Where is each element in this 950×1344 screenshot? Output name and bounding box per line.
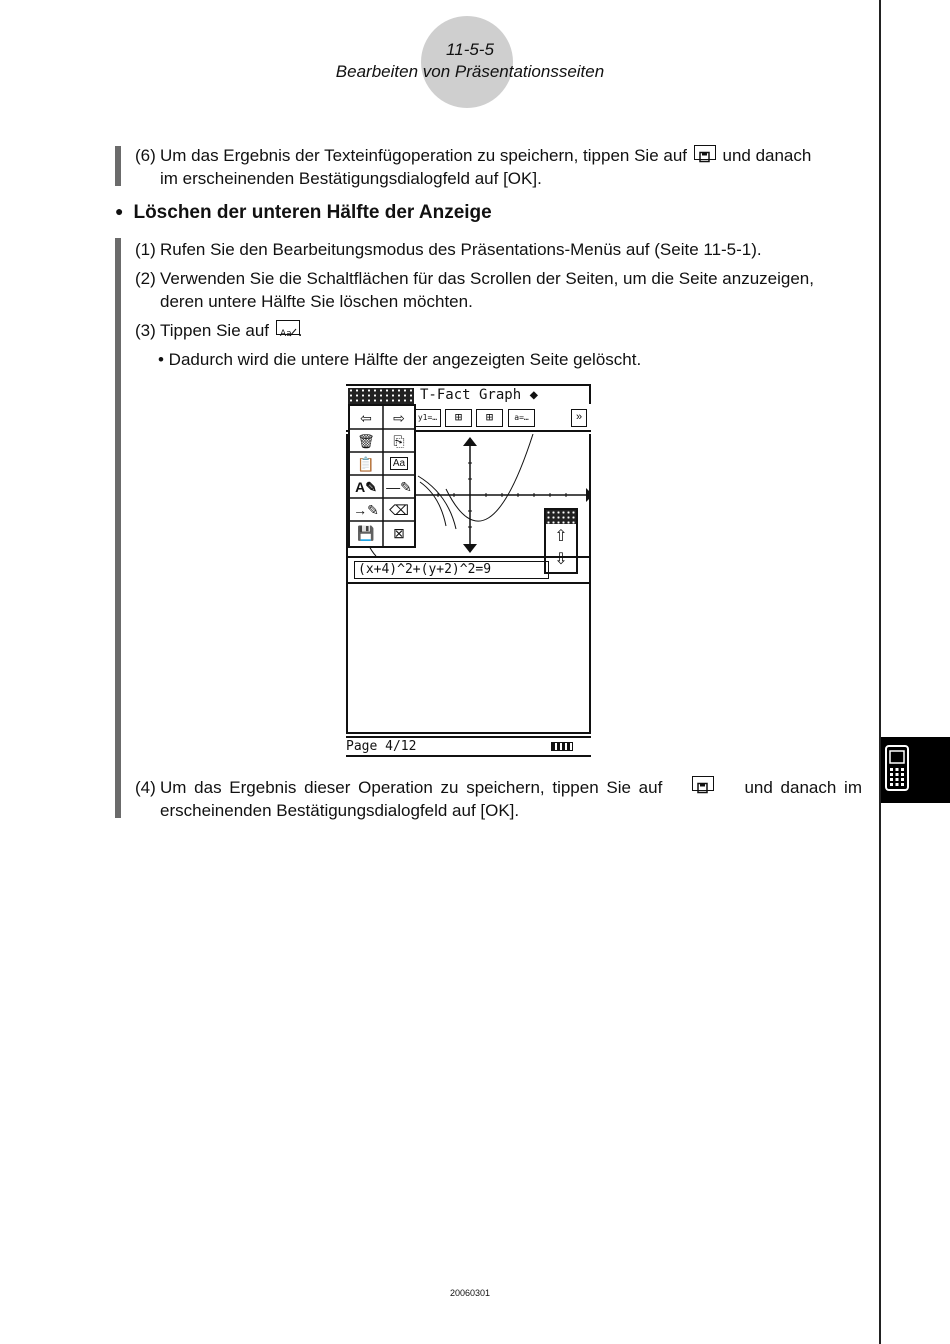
save-icon[interactable]: 💾	[357, 525, 375, 541]
zoom-plus-icon[interactable]: ⊞	[476, 409, 503, 427]
step-4	[135, 776, 862, 822]
step-text: Tippen Sie auf	[160, 321, 269, 340]
copy-icon[interactable]: ⎘	[393, 433, 405, 449]
app-title: T-Fact Graph ◆	[420, 387, 539, 403]
step-text: im erscheinenden Bestätigungsdialogfeld auf [OK].	[160, 169, 542, 188]
popup-header	[546, 510, 576, 524]
note-text: • Dadurch wird die untere Hälfte der angezeigten Seite gelöscht.	[158, 350, 642, 369]
section-title: Bearbeiten von Präsentationsseiten	[335, 62, 605, 81]
scroll-up-icon[interactable]: ⇧	[554, 528, 568, 545]
step-3	[135, 319, 865, 342]
svg-text:Aa: Aa	[279, 329, 292, 338]
equation-field[interactable]: (x+4)^2+(y+2)^2=9	[354, 561, 549, 579]
text-edit-icon[interactable]: Aa	[384, 454, 414, 474]
section-number: 11-5-5	[446, 40, 494, 59]
y1-list-icon[interactable]: y1=…	[414, 409, 441, 427]
line-pen-icon[interactable]: —✎	[386, 479, 412, 495]
trash-icon[interactable]: 🗑	[357, 433, 375, 449]
status-bar	[346, 736, 591, 757]
toolbar-scroll-button[interactable]: »	[571, 409, 587, 427]
step-number: (2)	[135, 269, 156, 288]
edit-menu	[348, 404, 416, 548]
eraser-icon[interactable]: ⌫	[389, 502, 409, 518]
step-1	[135, 238, 865, 261]
title-bar	[346, 384, 591, 404]
step-text: und danach im	[744, 778, 862, 797]
step-text: .	[297, 321, 303, 340]
chapter-tab	[881, 737, 950, 803]
section-heading	[115, 202, 492, 224]
zoom-box-icon[interactable]: ⊞	[445, 409, 472, 427]
scroll-down-icon[interactable]: ⇩	[554, 551, 568, 568]
arrow-pen-icon[interactable]: →✎	[353, 502, 379, 518]
pen-icon[interactable]: A✎	[355, 479, 377, 495]
step-3-note	[158, 348, 858, 371]
back-arrow-icon[interactable]: ⇦	[360, 410, 372, 426]
step-number: (3)	[135, 321, 156, 340]
step-text: und danach	[722, 146, 812, 165]
cleared-area	[346, 582, 591, 734]
save-icon	[694, 145, 716, 160]
clear-screen-icon[interactable]: ⊠	[393, 525, 405, 541]
step-number: (6)	[135, 146, 156, 165]
step6-bar	[115, 146, 121, 186]
step-6	[135, 144, 865, 190]
menu-header	[348, 388, 414, 404]
calculator-icon	[881, 737, 950, 803]
heading-bullet: ●	[115, 203, 124, 219]
step-text: erscheinenden Bestätigungsdialogfeld auf [OK].	[160, 801, 520, 820]
footer-code: 20060301	[449, 1288, 491, 1298]
step-2	[135, 267, 865, 313]
page-indicator: Page 4/12	[346, 739, 417, 754]
step-number: (4)	[135, 778, 156, 797]
steps-bar	[115, 238, 121, 818]
text-edit-icon	[276, 320, 300, 338]
step-number: (1)	[135, 240, 156, 259]
calculator-screenshot	[346, 384, 591, 757]
step-text: Um das Ergebnis dieser Operation zu speichern, tippen Sie auf	[160, 778, 663, 797]
battery-icon	[551, 742, 573, 751]
step-text: Rufen Sie den Bearbeitungsmodus des Präsentations-Menüs auf (Seite 11-5-1).	[160, 240, 762, 259]
forward-arrow-icon[interactable]: ⇨	[393, 410, 405, 426]
margin-line	[879, 0, 881, 1344]
step-text: Um das Ergebnis der Texteinfügoperation zu speichern, tippen Sie auf	[160, 146, 688, 165]
step-text: Verwenden Sie die Schaltflächen für das Scrollen der Seiten, um die Seite anzuzeigen,	[160, 269, 814, 288]
heading-text: Löschen der unteren Hälfte der Anzeige	[133, 202, 492, 223]
step-text: deren untere Hälfte Sie löschen möchten.	[160, 292, 473, 311]
paste-icon[interactable]: 📋	[357, 456, 375, 472]
a-b-list-icon[interactable]: a=…	[508, 409, 535, 427]
save-icon	[692, 776, 714, 791]
equation-bar	[346, 556, 591, 584]
